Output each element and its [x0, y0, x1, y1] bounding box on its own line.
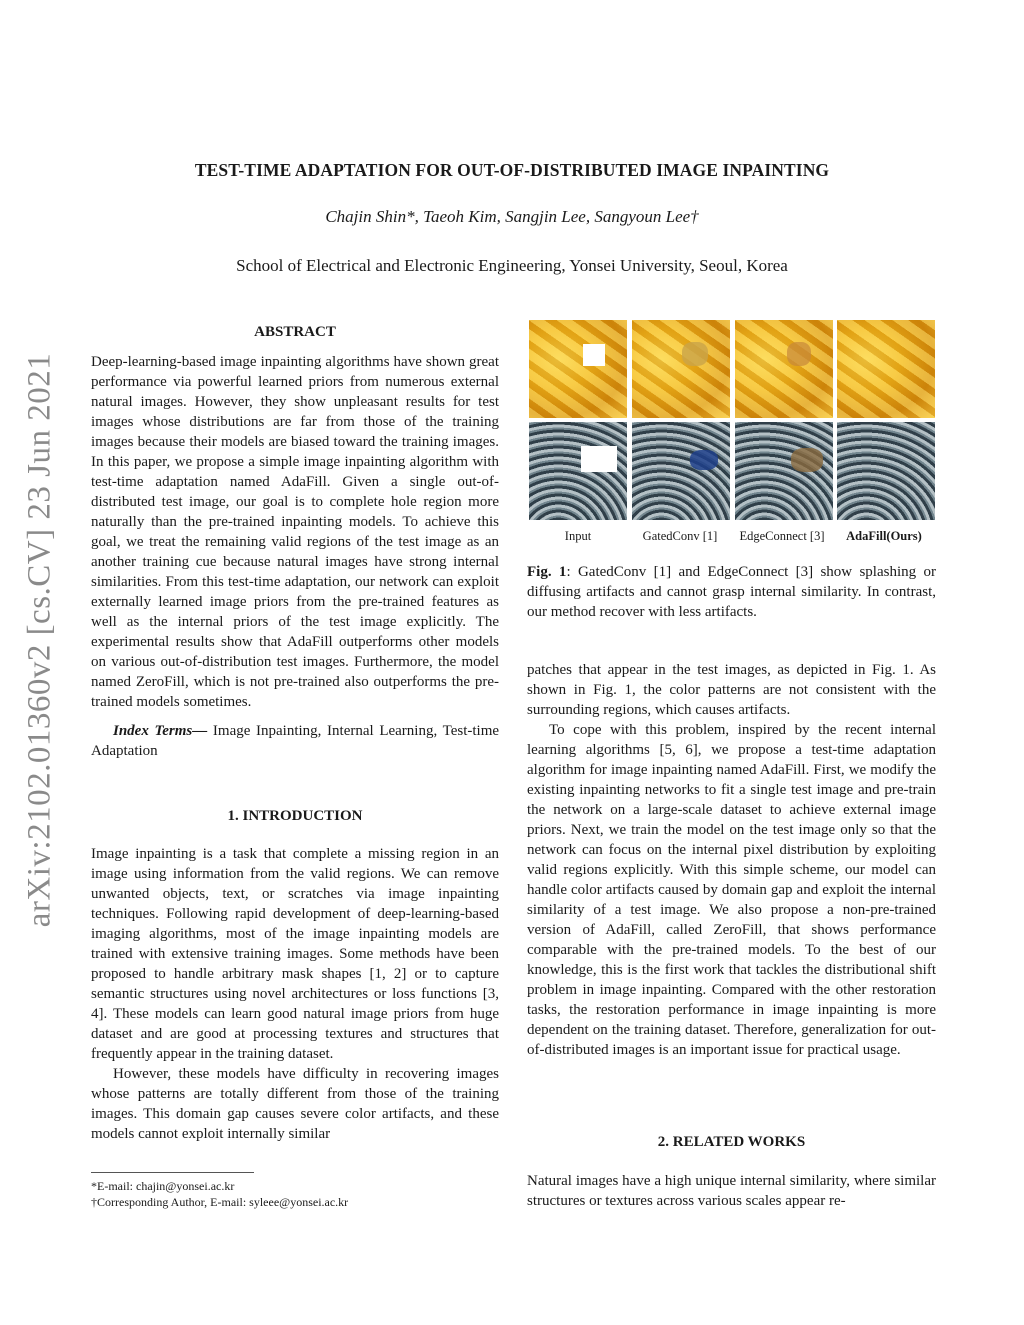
inpainting-hole	[583, 344, 605, 366]
shell-input-image	[529, 422, 627, 520]
index-terms-text: Image Inpainting, Internal Learning, Test-time Adaptation	[91, 723, 500, 759]
footnote-corresponding: †Corresponding Author, E-mail: syleee@yonsei.ac.kr	[91, 1195, 349, 1209]
artifact-patch	[682, 342, 708, 366]
index-terms	[91, 721, 499, 761]
footnote-rule	[91, 1172, 254, 1173]
index-terms-label: Index Terms—	[113, 723, 208, 739]
right-column-text	[527, 660, 936, 1060]
introduction-heading: 1. INTRODUCTION	[227, 808, 363, 824]
figure-label-input: Input	[564, 529, 592, 543]
shell-adafill-image	[837, 422, 935, 520]
affiliation: School of Electrical and Electronic Engineering, Yonsei University, Seoul, Korea	[236, 256, 788, 275]
related-works-heading: 2. RELATED WORKS	[657, 1134, 806, 1150]
figure-label-adafill: AdaFill(Ours)	[846, 529, 922, 543]
arxiv-sidebar	[10, 300, 70, 980]
caption-text: : GatedConv [1] and EdgeConnect [3] show splashing or diffusing artifacts and cannot grasp internal similarity. In contrast, our method recover with less artifacts.	[527, 564, 936, 620]
flower-gatedconv-image	[632, 320, 730, 418]
shell-gatedconv-image	[632, 422, 730, 520]
shell-edgeconnect-image	[735, 422, 833, 520]
intro-paragraph-1: Image inpainting is a task that complete a missing region in an image using information from the valid regions. We can remove unwanted objects, text, or scratches via image inpainting techniques. Following rapid development of deep-learning-based imaging algorithms, most of the image inpainting models are trained with extensive training images. Some methods have been proposed to handle arbitrary mask shapes [1, 2] or to capture semantic structures using novel architectures or loss functions [3, 4]. These models can learn good natural image priors from huge dataset and are good at processing textures and structures that frequently appear in the training dataset.	[91, 846, 499, 1062]
abstract-heading: ABSTRACT	[254, 324, 336, 340]
figure-label-gatedconv: GatedConv [1]	[642, 529, 718, 543]
flower-edgeconnect-image	[735, 320, 833, 418]
flower-adafill-image	[837, 320, 935, 418]
footnote-email: *E-mail: chajin@yonsei.ac.kr	[91, 1179, 235, 1193]
intro-paragraph-2: However, these models have difficulty in recovering images whose patterns are totally different from those of the training images. This domain gap causes severe color artifacts, and these models cannot exploit internally similar	[91, 1066, 499, 1142]
artifact-patch	[791, 448, 823, 472]
figure-1	[529, 320, 935, 525]
inpainting-hole	[581, 446, 617, 472]
figure-label-edgeconnect: EdgeConnect [3]	[739, 529, 825, 543]
introduction-section	[91, 806, 499, 1144]
abstract-text: Deep-learning-based image inpainting algorithms have shown great performance via powerful learned priors from numerous external natural images. However, they show unpleasant results for test images whose distributions are far from those of the training images because their models are biased toward the training images. In this paper, we propose a simple image inpainting algorithm with test-time adaptation named AdaFill. Given a single out-of-distributed test image, our goal is to complete hole region more naturally than the pre-trained inpainting models. To achieve this goal, we treat the remaining valid regions of the test image as an another training cue because natural images have strong internal similarities. From this test-time adaptation, our network can exploit externally learned image priors from the pre-trained features as well as the internal priors of the test image explicitly. The experimental results show that AdaFill outperforms other models on various out-of-distribution test images. Furthermore, the model named ZeroFill, which is not pre-trained also outperforms the pre-trained models sometimes.	[91, 354, 499, 710]
right-paragraph-2: To cope with this problem, inspired by the recent internal learning algorithms [5, 6], we propose a test-time adaptation algorithm for image inpainting named AdaFill. First, we modify the existing inpainting networks to fit a single test image and pre-train the network on a large-scale dataset to achieve external image priors. Next, we train the model on the test image only so that the network can focus on the internal pixel distribution by exploiting valid regions explicitly. With this simple scheme, our model can handle color artifacts caused by domain gap and exploit the internal similarity of a test image. We also propose a non-pre-trained version of AdaFill, called ZeroFill, that shows performance comparable with the pre-trained models. To the best of our knowledge, this is the first work that tackles the distributional shift problem in image inpainting. Compared with the other restoration tasks, the restoration performance in image inpainting is more dependent on the training dataset. Therefore, generalization for out-of-distributed images is an important issue for practical usage.	[527, 722, 936, 1058]
author-list: Chajin Shin*, Taeoh Kim, Sangjin Lee, Sangyoun Lee†	[325, 207, 699, 226]
artifact-patch	[787, 342, 811, 366]
paper-title: TEST-TIME ADAPTATION FOR OUT-OF-DISTRIBUTED IMAGE INPAINTING	[194, 160, 830, 180]
arxiv-identifier: arXiv:2102.01360v2 [cs.CV] 23 Jun 2021	[21, 352, 58, 928]
right-paragraph-1: patches that appear in the test images, as depicted in Fig. 1. As shown in Fig. 1, the color patterns are not consistent with the surrounding regions, which causes artifacts.	[527, 662, 936, 718]
artifact-patch	[690, 450, 718, 470]
related-paragraph-1: Natural images have a high unique internal similarity, where similar structures or textures across various scales appear re-	[527, 1173, 936, 1209]
figure-caption	[527, 562, 936, 622]
flower-input-image	[529, 320, 627, 418]
abstract-section	[91, 322, 499, 761]
caption-label: Fig. 1	[527, 564, 567, 580]
related-works-section	[527, 1132, 936, 1211]
